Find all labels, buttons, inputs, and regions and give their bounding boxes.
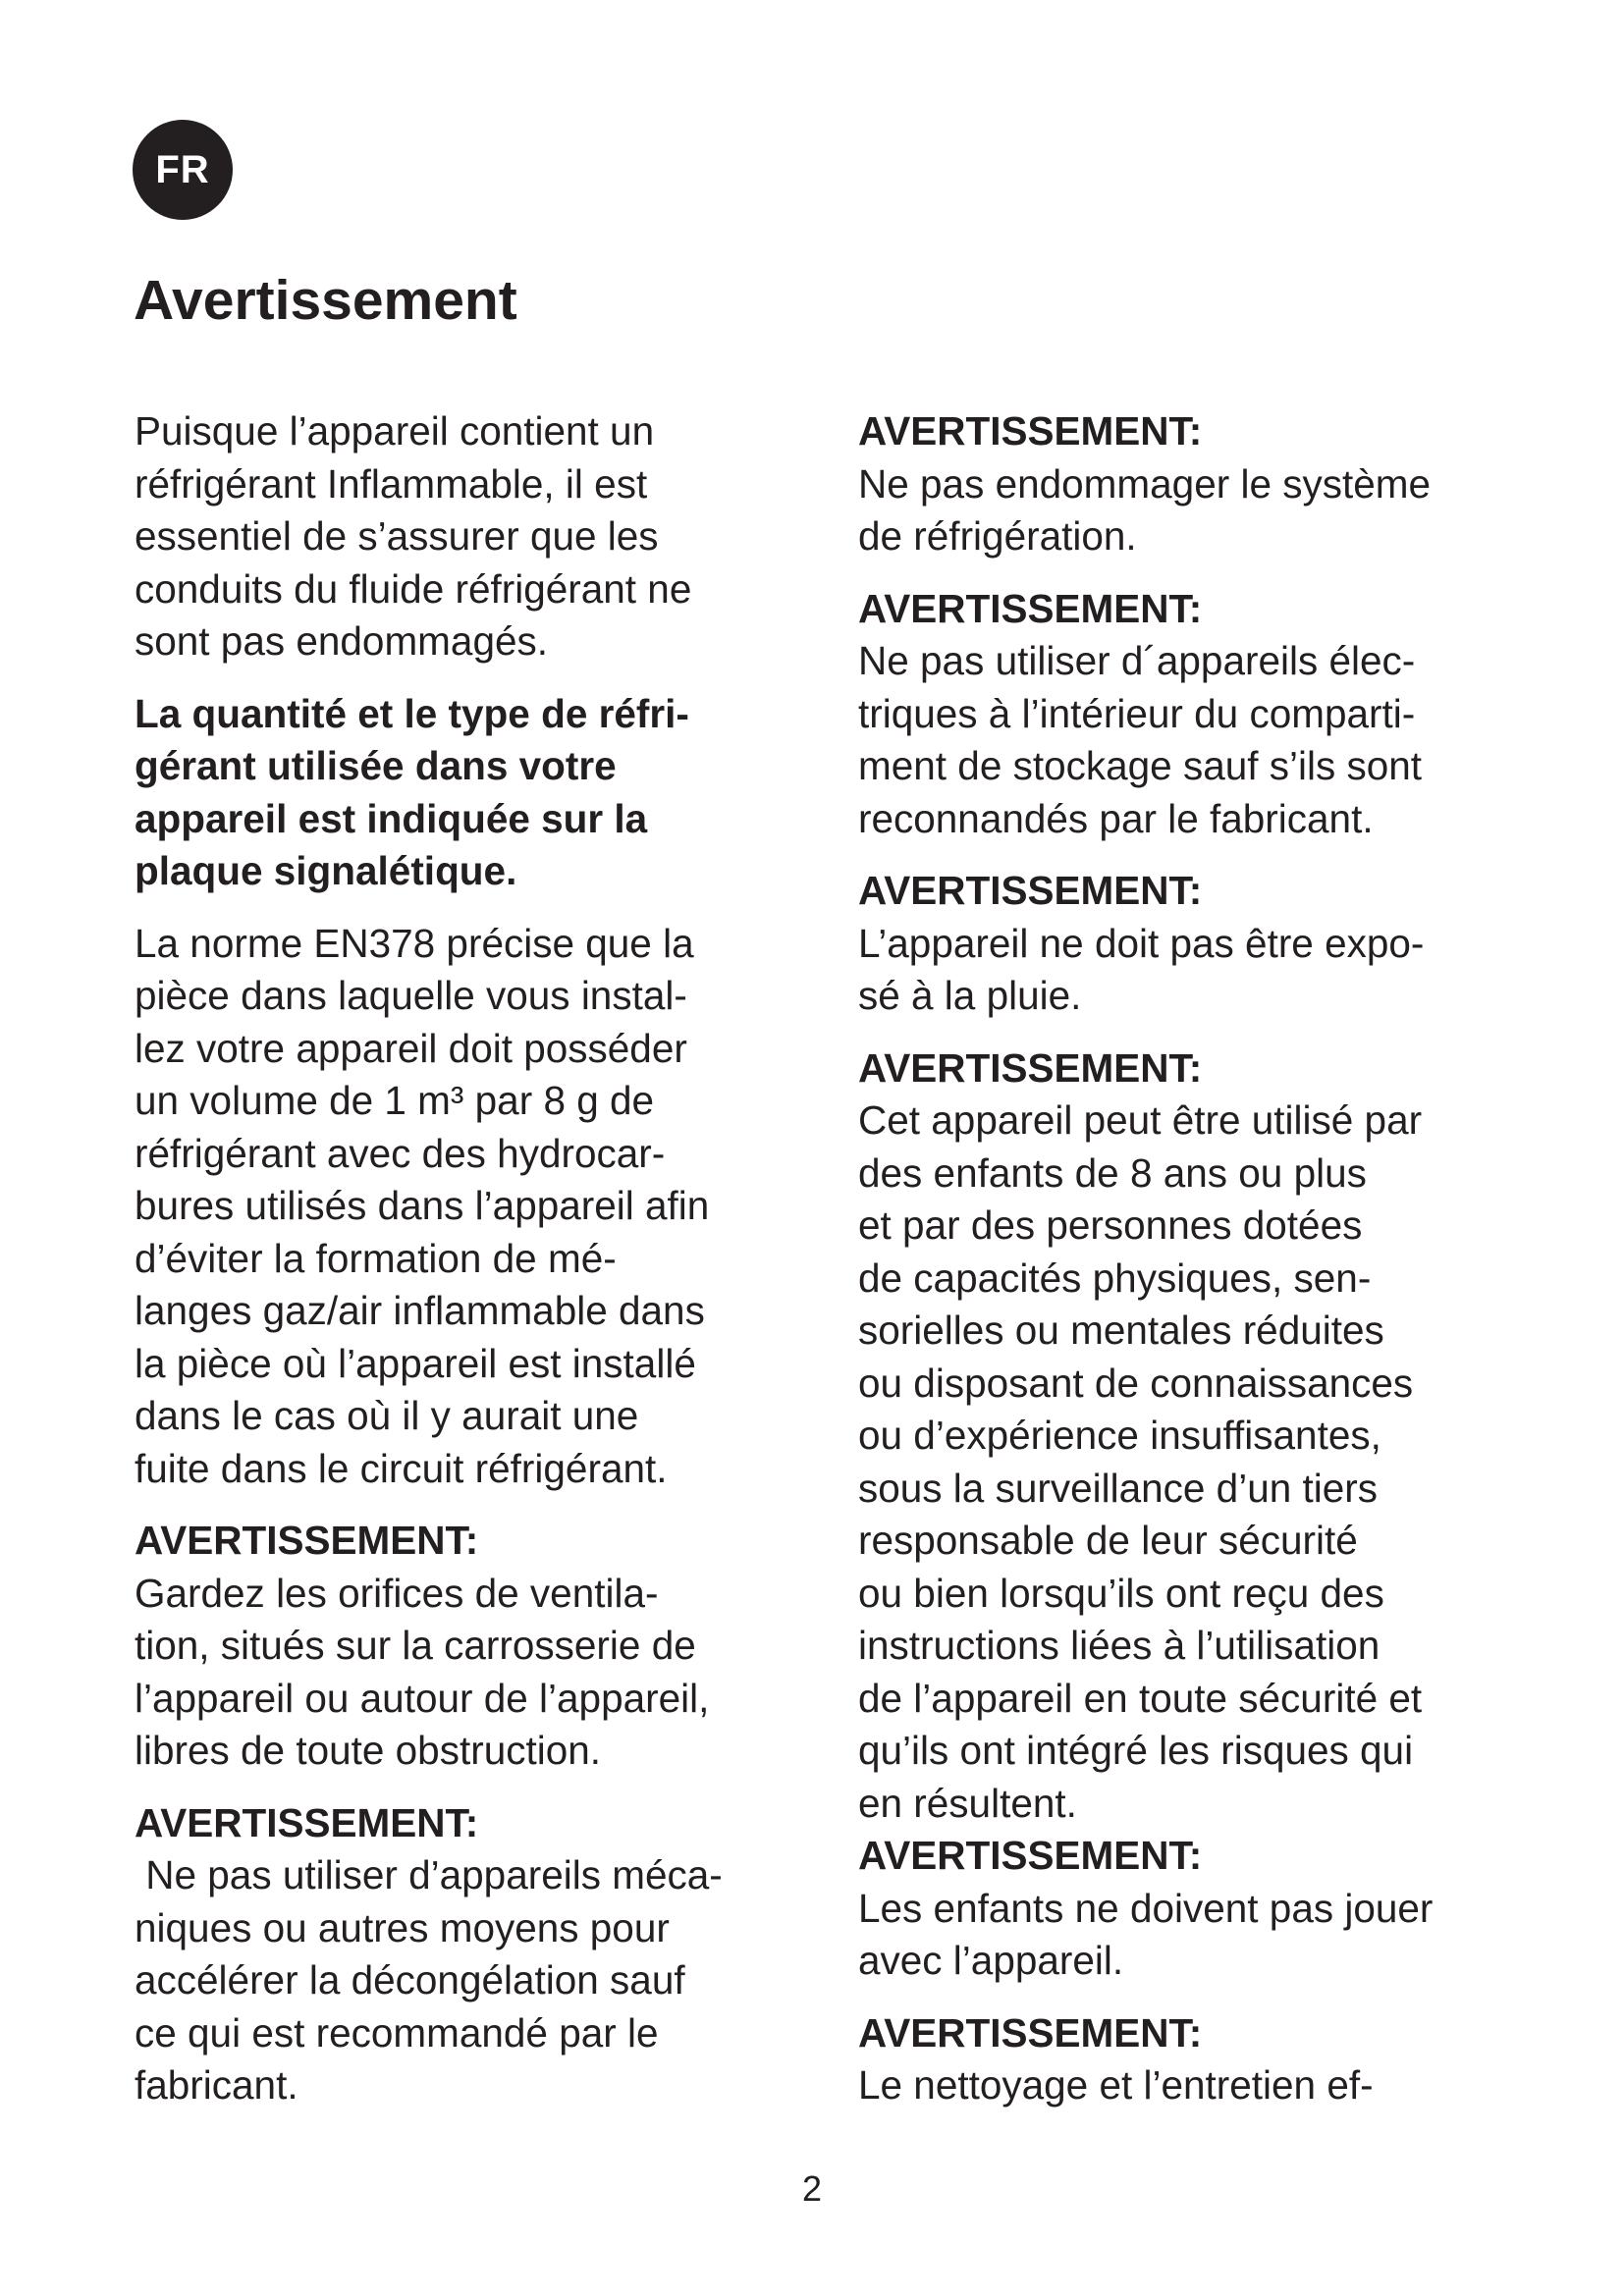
warning-heading: AVERTISSEMENT: xyxy=(135,1518,479,1563)
text-line: ou disposant de connaissances xyxy=(858,1360,1414,1406)
text-line: responsable de leur sécurité xyxy=(858,1518,1358,1563)
text-line: bures utilisés dans l’appareil afin xyxy=(135,1183,710,1228)
text-line: et par des personnes dotées xyxy=(858,1202,1363,1248)
page-number: 2 xyxy=(801,2168,823,2209)
text-line: Le nettoyage et l’entretien ef- xyxy=(858,2062,1374,2108)
text-line: ou d’expérience insuffisantes, xyxy=(858,1413,1381,1458)
text-line: La norme EN378 précise que la xyxy=(135,920,694,966)
text-line: ce qui est recommandé par le xyxy=(135,2009,659,2056)
text-line: ment de stockage sauf s’ils sont xyxy=(858,743,1423,788)
text-line: niques ou autres moyens pour xyxy=(135,1904,670,1950)
warning-block-refrigeration-system xyxy=(858,405,1526,563)
text-line: de capacités physiques, sen- xyxy=(858,1255,1372,1301)
warning-block-rain xyxy=(858,865,1526,1023)
text-line: Gardez les orifices de ventila- xyxy=(135,1570,659,1616)
text-line: sorielles ou mentales réduites xyxy=(858,1308,1384,1353)
text-line: Ne pas endommager le système xyxy=(858,460,1432,507)
text-line: Cet appareil peut être utilisé par xyxy=(858,1097,1423,1143)
warning-heading: AVERTISSEMENT: xyxy=(135,1799,479,1845)
warning-heading: AVERTISSEMENT: xyxy=(858,585,1203,631)
text-line: d’éviter la formation de mé- xyxy=(135,1235,617,1281)
text-line: la pièce où l’appareil est installé xyxy=(135,1340,696,1386)
text-line: plaque signalétique. xyxy=(135,848,517,893)
refrigerant-note xyxy=(135,688,802,898)
text-line: triques à l’intérieur du comparti- xyxy=(858,690,1416,736)
text-line: libres de toute obstruction. xyxy=(135,1728,602,1773)
text-line: gérant utilisée dans votre xyxy=(135,743,617,788)
text-line: langes gaz/air inflammable dans xyxy=(135,1288,705,1333)
text-line: qu’ils ont intégré les risques qui xyxy=(858,1728,1414,1773)
text-line: de l’appareil en toute sécurité et xyxy=(858,1675,1423,1721)
text-line: avec l’appareil. xyxy=(858,1938,1124,1983)
text-line: accélérer la décongélation sauf xyxy=(135,1957,685,2002)
warning-block-children-play xyxy=(858,1830,1526,1988)
text-line: pièce dans laquelle vous instal- xyxy=(135,973,687,1018)
text-line: dans le cas où il y aurait une xyxy=(135,1393,639,1438)
text-line: un volume de 1 m³ par 8 g de xyxy=(135,1078,655,1123)
warning-block-children-usage xyxy=(858,1042,1526,1831)
text-line: lez votre appareil doit posséder xyxy=(135,1025,687,1071)
text-line: réfrigérant Inflammable, il est xyxy=(135,460,648,507)
text-line: de réfrigération. xyxy=(858,513,1137,559)
warning-block-defrost xyxy=(135,1797,802,2112)
text-line: des enfants de 8 ans ou plus xyxy=(858,1149,1367,1196)
text-line: Ne pas utiliser d´appareils élec- xyxy=(858,638,1416,683)
page-title: Avertissement xyxy=(134,269,517,332)
warning-block-cleaning xyxy=(858,2007,1526,2112)
text-line: Les enfants ne doivent pas jouer xyxy=(858,1885,1434,1931)
text-line: La quantité et le type de réfri- xyxy=(135,690,689,736)
text-line: reconnandés par le fabricant. xyxy=(858,795,1374,841)
intro-paragraph xyxy=(135,405,802,668)
text-line: en résultent. xyxy=(858,1780,1077,1826)
text-line: appareil est indiquée sur la xyxy=(135,795,648,841)
warning-block-ventilation xyxy=(135,1515,802,1778)
text-line: essentiel de s’assurer que les xyxy=(135,513,659,559)
text-line: tion, situés sur la carrosserie de xyxy=(135,1623,696,1668)
text-line: ou bien lorsqu’ils ont reçu des xyxy=(858,1570,1384,1616)
text-line: Puisque l’appareil contient un xyxy=(135,408,655,454)
warning-heading: AVERTISSEMENT: xyxy=(858,868,1203,913)
warning-block-electrical-appliances xyxy=(858,583,1526,846)
warning-heading: AVERTISSEMENT: xyxy=(858,1833,1203,1878)
text-line: instructions liées à l’utilisation xyxy=(858,1623,1380,1668)
text-line: conduits du fluide réfrigérant ne xyxy=(135,565,692,612)
text-line: L’appareil ne doit pas être expo- xyxy=(858,920,1425,966)
warning-heading: AVERTISSEMENT: xyxy=(858,408,1203,454)
text-line: Ne pas utiliser d’appareils méca- xyxy=(135,1852,723,1897)
text-line: réfrigérant avec des hydrocar- xyxy=(135,1130,666,1176)
warning-heading: AVERTISSEMENT: xyxy=(858,1044,1203,1091)
text-line: sous la surveillance d’un tiers xyxy=(858,1465,1379,1511)
text-line: l’appareil ou autour de l’appareil, xyxy=(135,1675,710,1721)
left-column xyxy=(135,405,802,2112)
language-badge: FR xyxy=(133,120,233,220)
text-line: fabricant. xyxy=(135,2062,298,2108)
norm-paragraph xyxy=(135,918,802,1496)
text-line: sont pas endommagés. xyxy=(135,618,548,664)
warning-heading: AVERTISSEMENT: xyxy=(858,2009,1203,2056)
text-line: sé à la pluie. xyxy=(858,973,1082,1018)
text-line: fuite dans le circuit réfrigérant. xyxy=(135,1445,668,1491)
right-column xyxy=(858,405,1526,2112)
